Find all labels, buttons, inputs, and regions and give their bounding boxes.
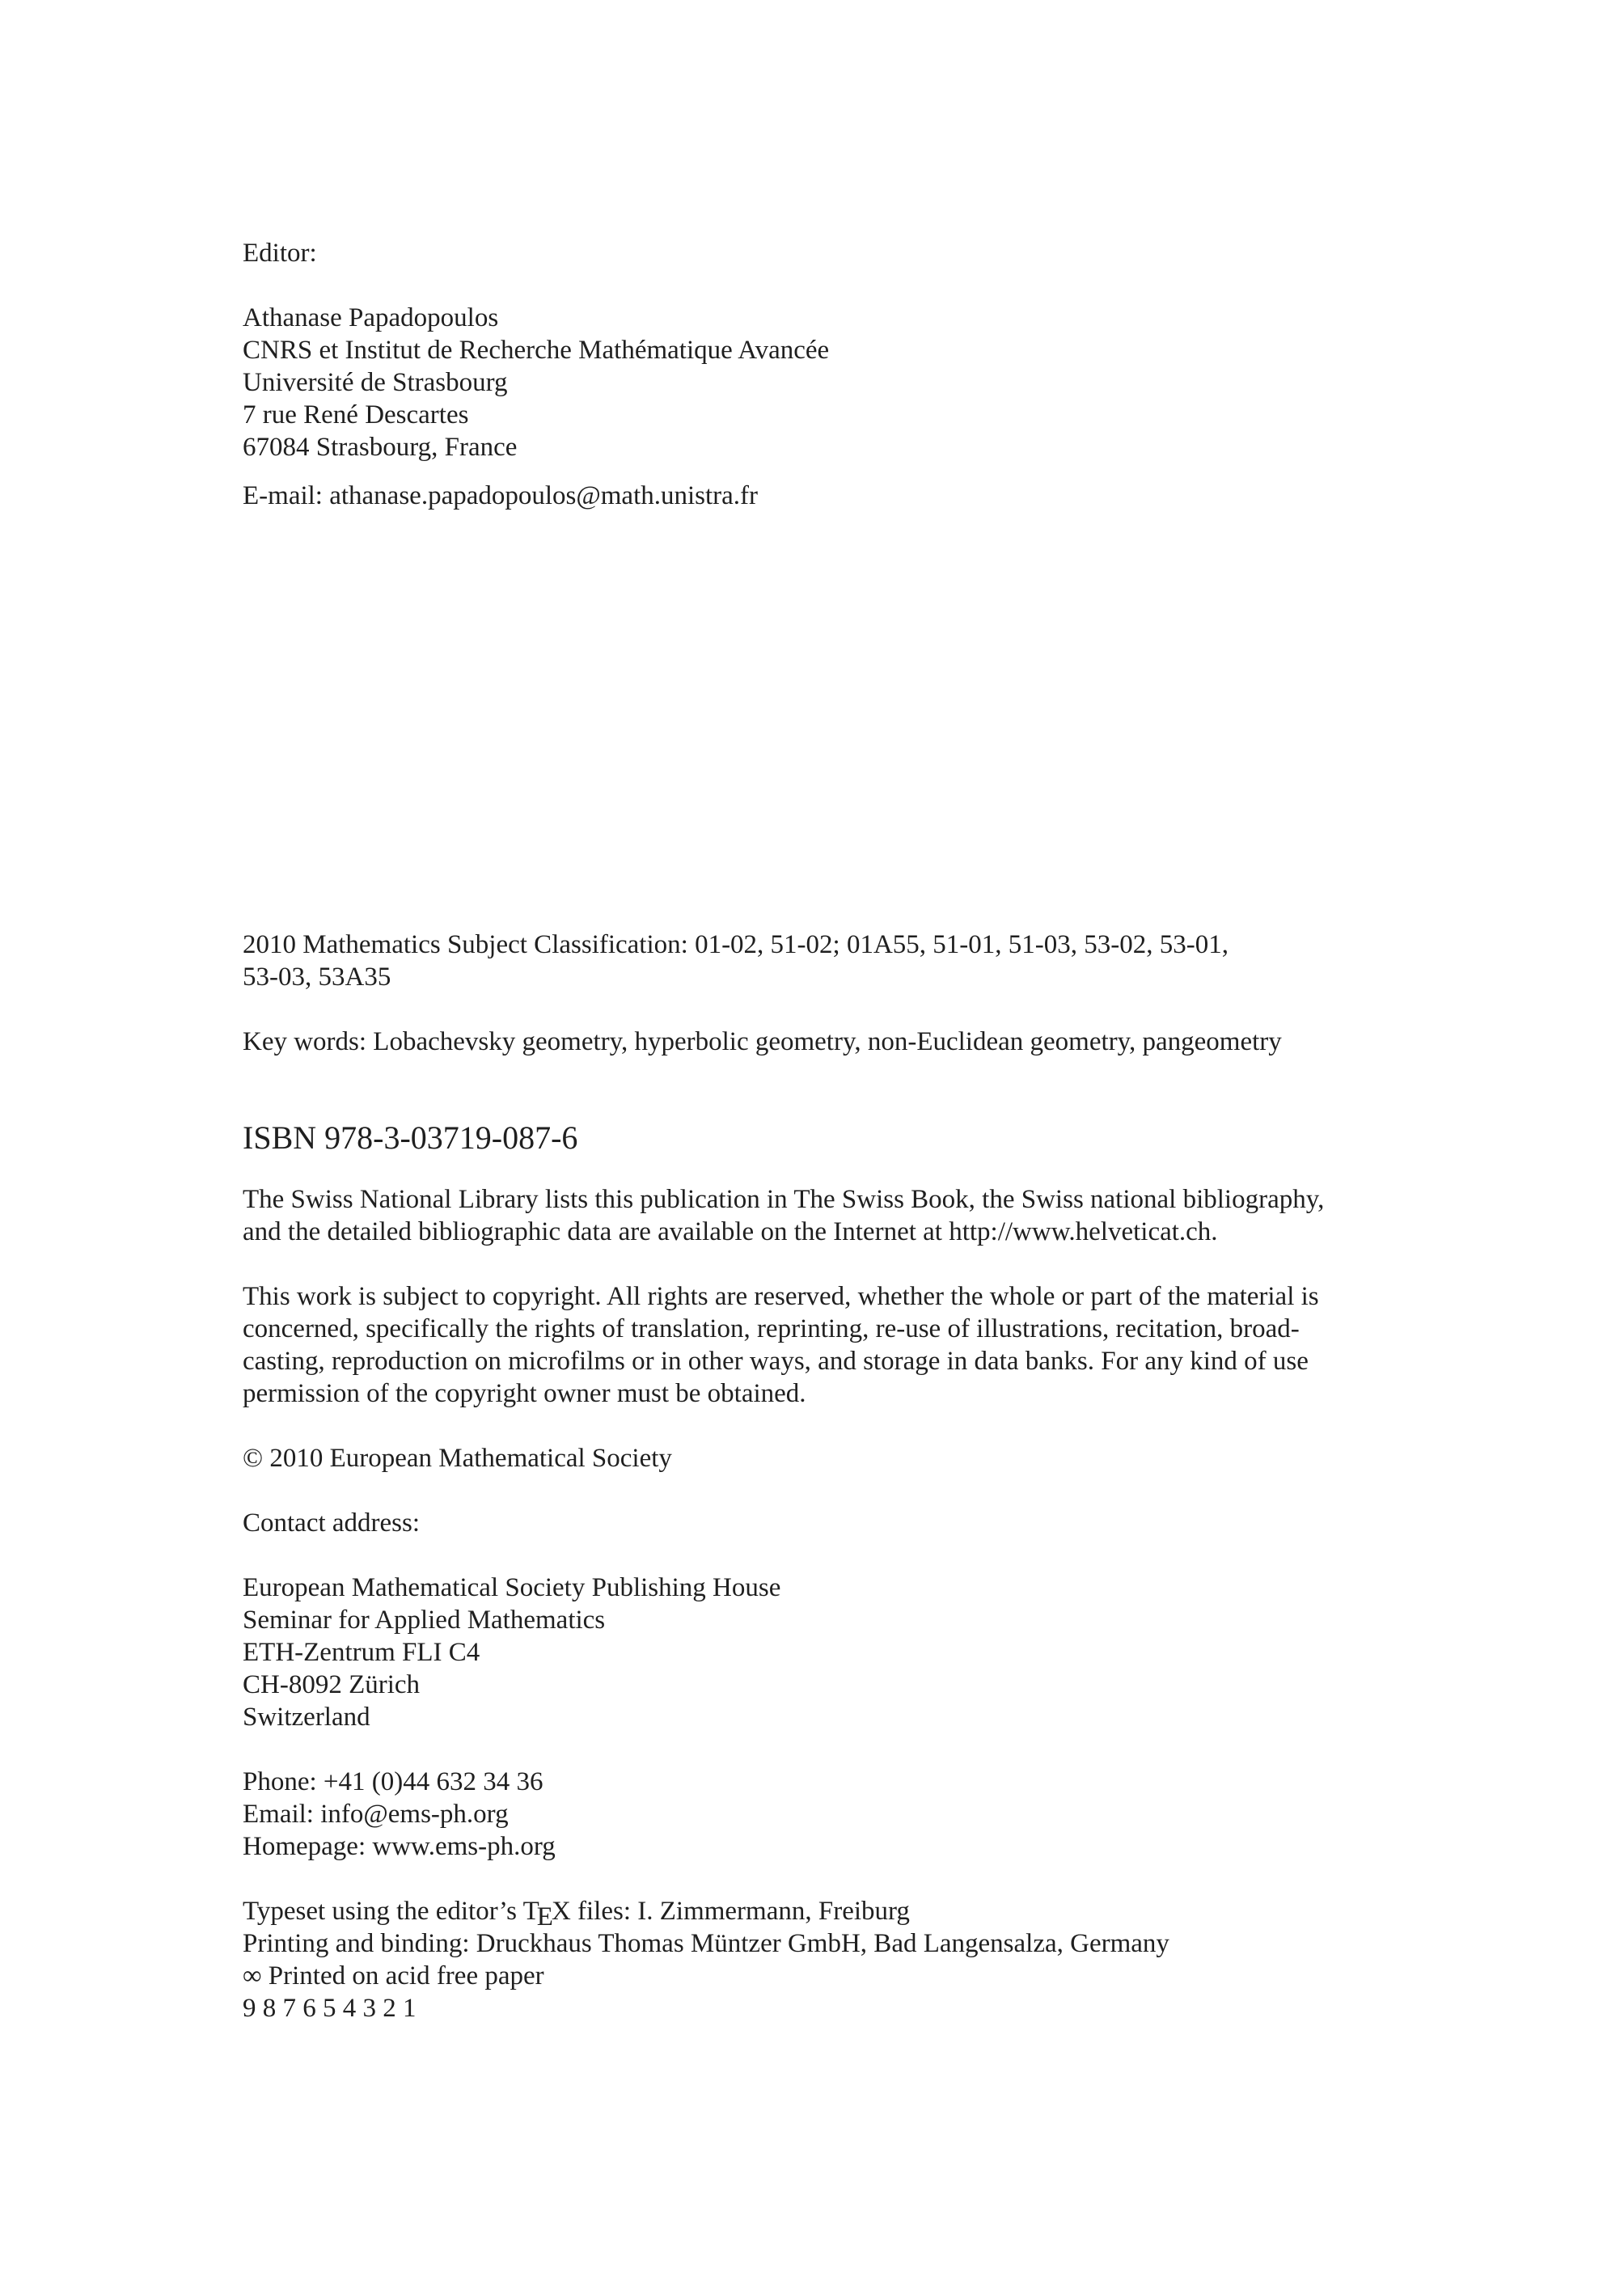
contact-heading: Contact address: <box>243 1508 421 1538</box>
copyright-line-block <box>243 1442 1456 1474</box>
contact-heading-block <box>243 1507 1456 1539</box>
editor-name: Athanase Papadopoulos <box>243 303 499 332</box>
editor-street: 7 rue René Descartes <box>243 400 469 429</box>
classification-line-2: 53-03, 53A35 <box>243 962 391 992</box>
editor-university: Université de Strasbourg <box>243 368 508 397</box>
editor-city: 67084 Strasbourg, France <box>243 433 518 462</box>
publisher-name: European Mathematical Society Publishing House <box>243 1573 781 1602</box>
tex-logo-e: E <box>536 1902 553 1931</box>
publisher-seminar: Seminar for Applied Mathematics <box>243 1606 606 1635</box>
keywords-block <box>243 1026 1456 1058</box>
typeset-suffix: X files: I. Zimmermann, Freiburg <box>551 1897 910 1926</box>
keywords: Key words: Lobachevsky geometry, hyperbolic geometry, non-Euclidean geometry, pangeometry <box>243 1027 1282 1056</box>
printing-line: Printing and binding: Druckhaus Thomas Müntzer GmbH, Bad Langensalza, Germany <box>243 1929 1169 1958</box>
print-run-line: 9 8 7 6 5 4 3 2 1 <box>243 1994 417 2023</box>
copyright-notice-line: permission of the copyright owner must be obtained. <box>243 1379 806 1408</box>
acid-free-text: Printed on acid free paper <box>261 1961 544 1991</box>
publisher-country: Switzerland <box>243 1703 370 1732</box>
contact-details <box>243 1766 1456 1863</box>
editor-email-block <box>243 480 1456 512</box>
library-notice-line: and the detailed bibliographic data are available on the Internet at http://www.helveticat.ch. <box>243 1217 1218 1246</box>
copyright-line: © 2010 European Mathematical Society <box>243 1444 672 1473</box>
copyright-notice-line: casting, reproduction on microfilms or in other ways, and storage in data banks. For any kind of use <box>243 1347 1309 1376</box>
contact-phone: Phone: +41 (0)44 632 34 36 <box>243 1767 543 1796</box>
classification-line-1: 2010 Mathematics Subject Classification: 01-02, 51-02; 01A55, 51-01, 51-03, 53-02, 53-01, <box>243 930 1229 959</box>
library-notice-line: The Swiss National Library lists this publication in The Swiss Book, the Swiss national bibliography, <box>243 1185 1325 1214</box>
production-info <box>243 1895 1456 2024</box>
editor-email: E-mail: athanase.papadopoulos@math.unistra.fr <box>243 481 759 510</box>
copyright-notice-line: concerned, specifically the rights of translation, reprinting, re-use of illustrations, recitation, broad- <box>243 1314 1300 1343</box>
typeset-prefix: Typeset using the editor’s T <box>243 1897 539 1926</box>
editor-heading: Editor: <box>243 239 317 268</box>
infinity-icon: ∞ <box>243 1961 262 1991</box>
isbn: ISBN 978-3-03719-087-6 <box>243 1119 578 1156</box>
contact-address <box>243 1572 1456 1733</box>
typeset-line <box>243 1895 1456 1931</box>
publisher-city: CH-8092 Zürich <box>243 1670 421 1699</box>
isbn-block <box>243 1119 1456 1157</box>
copyright-notice-line: This work is subject to copyright. All rights are reserved, whether the whole or part of the material is <box>243 1282 1319 1311</box>
contact-email: Email: info@ems-ph.org <box>243 1800 509 1829</box>
acid-free-line <box>243 1960 1456 1992</box>
publisher-building: ETH-Zentrum FLI C4 <box>243 1638 480 1667</box>
contact-homepage: Homepage: www.ems-ph.org <box>243 1832 556 1861</box>
copyright-notice <box>243 1280 1456 1410</box>
editor-address <box>243 302 1456 463</box>
library-notice <box>243 1183 1456 1248</box>
editor-institute: CNRS et Institut de Recherche Mathématique Avancée <box>243 336 830 365</box>
editor-heading-block <box>243 237 1456 269</box>
subject-classification <box>243 929 1456 993</box>
